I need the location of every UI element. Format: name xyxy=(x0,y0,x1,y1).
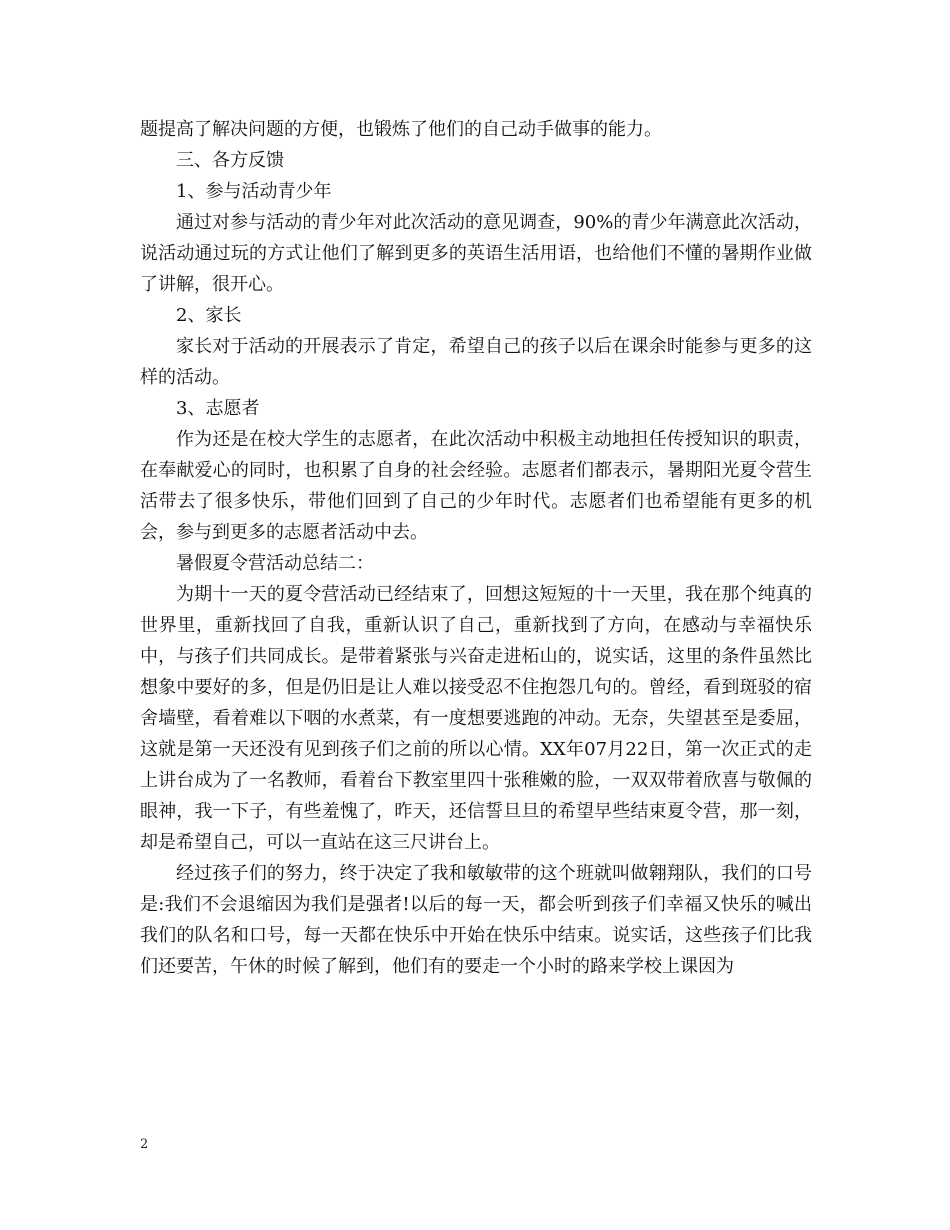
paragraph: 通过对参与活动的青少年对此次活动的意见调查，90%的青少年满意此次活动，说活动通过玩的方式让他们了解到更多的英语生活用语，也给他们不懂的暑期作业做了讲解，很开心。 xyxy=(140,212,812,295)
subheading-parents: 2、家长 xyxy=(176,305,242,326)
paragraph: 家长对于活动的开展表示了肯定，希望自己的孩子以后在课余时能参与更多的这样的活动。 xyxy=(140,336,812,388)
paragraph: 为期十一天的夏令营活动已经结束了，回想这短短的十一天里，我在那个纯真的世界里，重新找回了自我，重新认识了自己，重新找到了方向，在感动与幸福快乐中，与孩子们共同成长。是带着紧张与兴奋走进柘山的，说实话，这里的条件虽然比想象中要好的多，但是仍旧是让人难以接受忍不住抱怨几句的。曾经，看到斑驳的宿舍墙壁，看着难以下咽的水煮菜，有一度想要逃跑的冲动。无奈，失望甚至是委屈，这就是第一天还没有见到孩子们之前的所以心情。XX年07月22日，第一次正式的走上讲台成为了一名教师，看着台下教室里四十张稚嫩的脸，一双双带着欣喜与敬佩的眼神，我一下子，有些羞愧了，昨天，还信誓旦旦的希望早些结束夏令营，那一刻，却是希望自己，可以一直站在这三尺讲台上。 xyxy=(140,584,812,853)
document-body xyxy=(140,114,812,982)
section-heading-feedback: 三、各方反馈 xyxy=(176,150,284,171)
subheading-youth: 1、参与活动青少年 xyxy=(176,181,332,202)
paragraph: 作为还是在校大学生的志愿者，在此次活动中积极主动地担任传授知识的职责，在奉献爱心的同时，也积累了自身的社会经验。志愿者们都表示，暑期阳光夏令营生活带去了很多快乐，带他们回到了自己的少年时代。志愿者们也希望能有更多的机会，参与到更多的志愿者活动中去。 xyxy=(140,429,812,543)
section-heading-summary-two: 暑假夏令营活动总结二： xyxy=(176,553,374,574)
page-number: 2 xyxy=(140,1137,149,1152)
subheading-volunteers: 3、志愿者 xyxy=(176,398,260,419)
paragraph: 经过孩子们的努力，终于决定了我和敏敏带的这个班就叫做翱翔队，我们的口号是:我们不会退缩因为我们是强者!以后的每一天，都会听到孩子们幸福又快乐的喊出我们的队名和口号，每一天都在快乐中开始在快乐中结束。说实话，这些孩子们比我们还要苦，午休的时候了解到，他们有的要走一个小时的路来学校上课因为 xyxy=(140,863,812,977)
paragraph: 题提高了解决问题的方便，也锻炼了他们的自己动手做事的能力。 xyxy=(140,119,662,140)
